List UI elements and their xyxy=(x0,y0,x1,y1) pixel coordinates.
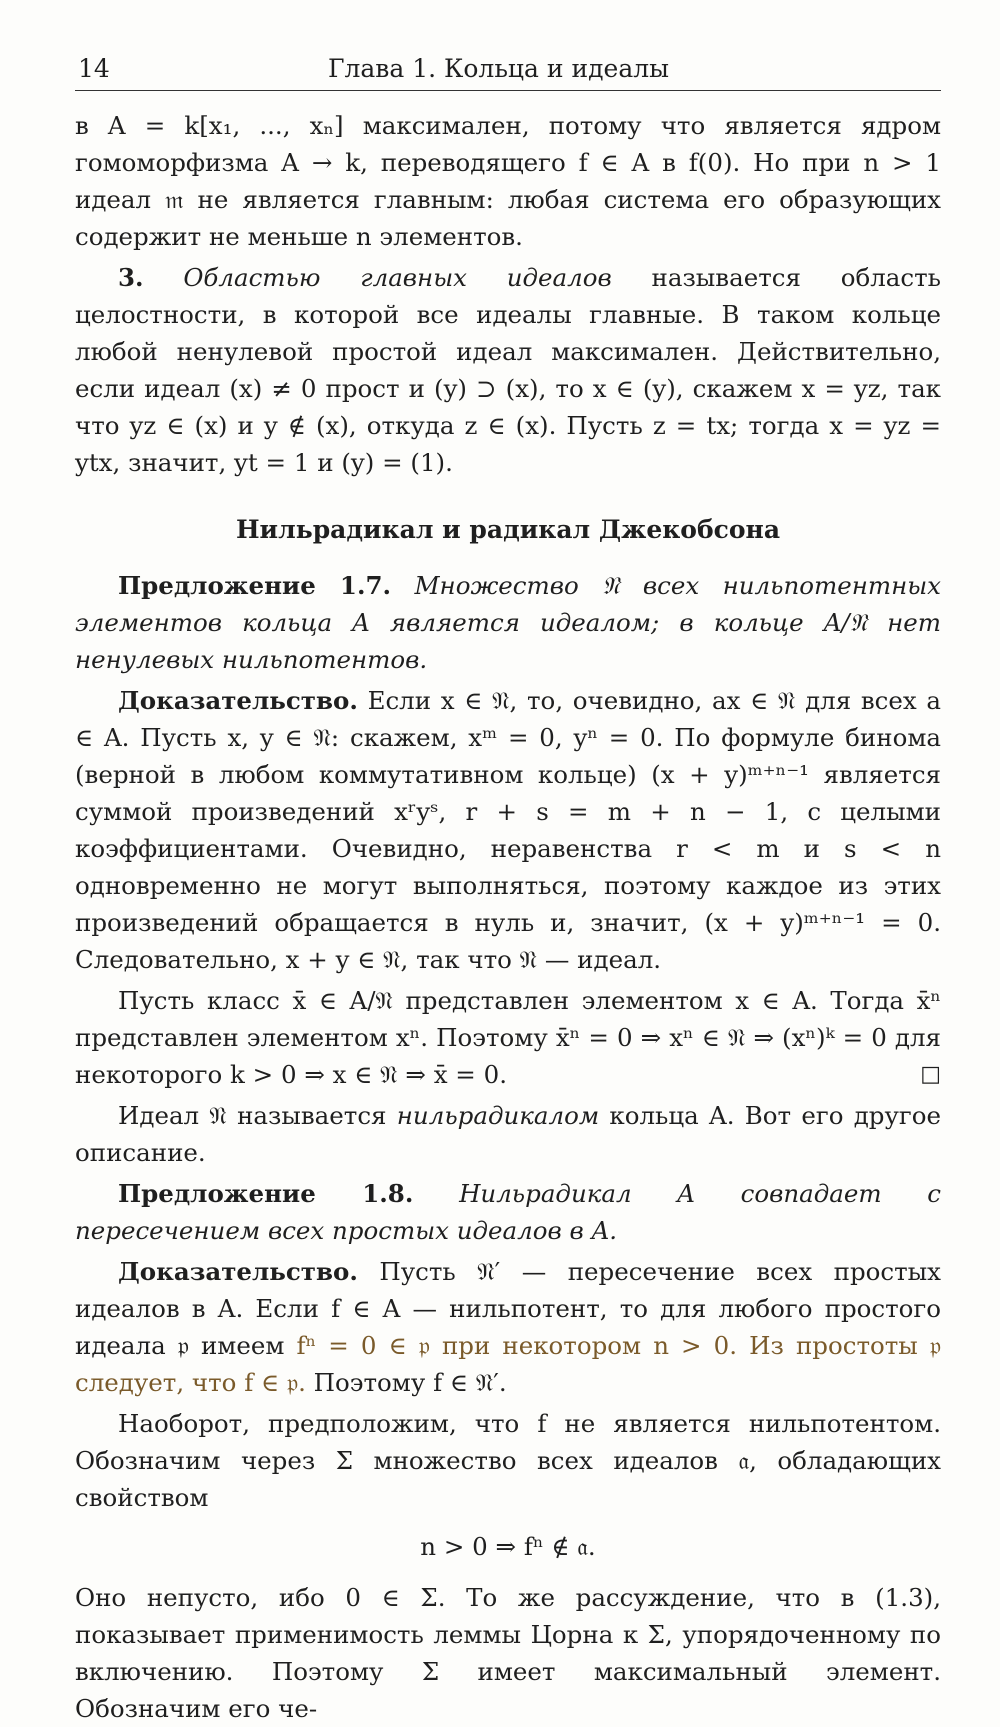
paragraph-zorn: Оно непусто, ибо 0 ∈ Σ. То же рассуждение, что в (1.3), показывает применимость леммы Цорна к Σ, упорядоченному по включению. Поэтому Σ имеет максимальный элемент. Обозначим его че- xyxy=(75,1583,941,1723)
proof-label: Доказательство. xyxy=(118,1257,358,1286)
proposition-statement: Множество 𝔑 всех нильпотентных элементов кольца A является идеалом; в кольце A/𝔑 нет ненулевых нильпотентов. xyxy=(75,571,941,674)
defined-term: нильрадикалом xyxy=(396,1101,600,1130)
display-equation: n > 0 ⇒ fⁿ ∉ 𝔞. xyxy=(420,1532,596,1561)
proof-1 xyxy=(75,682,941,978)
defined-term: Областью главных идеалов xyxy=(183,263,612,292)
paragraph-example-3 xyxy=(75,259,941,481)
proof-text: Поэтому f ∈ 𝔑′. xyxy=(305,1368,507,1397)
paragraph-text: Идеал 𝔑 называется xyxy=(118,1101,397,1130)
proof-2 xyxy=(75,1253,941,1401)
proposition-label: Предложение 1.7. xyxy=(118,571,392,600)
paragraph: в A = k[x₁, ..., xₙ] максимален, потому что является ядром гомоморфизма A → k, переводящего f ∈ A в f(0). Но при n > 1 идеал 𝔪 не является главным: любая система его образующих содержит не меньше n элементов. xyxy=(75,111,941,251)
qed-square-icon: □ xyxy=(920,1062,941,1087)
paragraph-text: называется область целостности, в которой все идеалы главные. В таком кольце любой ненулевой простой идеал максимален. Действительно, если идеал (x) ≠ 0 прост и (y) ⊃ (x), то x ∈ (y), скажем x = yz, так что yz ∈ (x) и y ∉ (x), откуда z ∈ (x). Пусть z = tx; тогда x = yz = ytx, значит, yt = 1 и (y) = (1). xyxy=(75,263,941,477)
proposition-statement: Нильрадикал A совпадает с пересечением всех простых идеалов в A. xyxy=(75,1179,941,1245)
paragraph-text: Пусть класс x̄ ∈ A/𝔑 представлен элементом x ∈ A. Тогда x̄ⁿ представлен элементом xⁿ. Поэтому x̄ⁿ = 0 ⇒ xⁿ ∈ 𝔑 ⇒ (xⁿ)ᵏ = 0 для некоторого k > 0 ⇒ x ∈ 𝔑 ⇒ x̄ = 0. xyxy=(75,986,941,1089)
chapter-title: Глава 1. Кольца и идеалы xyxy=(327,54,669,83)
page-number: 14 xyxy=(78,54,110,83)
running-header xyxy=(75,50,941,91)
proof-text-highlighted: fⁿ = 0 ∈ 𝔭 при некотором n > 0. Из простоты 𝔭 следует, что f ∈ 𝔭. xyxy=(75,1331,941,1397)
proposition-label: Предложение 1.8. xyxy=(118,1179,414,1208)
paragraph-class xyxy=(75,982,941,1093)
proof-text: Если x ∈ 𝔑, то, очевидно, ax ∈ 𝔑 для всех a ∈ A. Пусть x, y ∈ 𝔑: скажем, xᵐ = 0, yⁿ = 0. По формуле бинома (верной в любом коммутативном кольце) (x + y)ᵐ⁺ⁿ⁻¹ является суммой произведений xʳyˢ, r + s = m + n − 1, с целыми коэффициентами. Очевидно, неравенства r < m и s < n одновременно не могут выполняться, поэтому каждое из этих произведений обращается в нуль и, значит, (x + y)ᵐ⁺ⁿ⁻¹ = 0. Следовательно, x + y ∈ 𝔑, так что 𝔑 — идеал. xyxy=(75,686,941,974)
paragraph-converse: Наоборот, предположим, что f не является нильпотентом. Обозначим через Σ множество всех идеалов 𝔞, обладающих свойством xyxy=(75,1409,941,1512)
proposition-1-7 xyxy=(75,567,941,678)
page-body xyxy=(75,107,941,1727)
paragraph-text: кольца A. Вот его другое описание. xyxy=(75,1101,941,1167)
proposition-1-8 xyxy=(75,1175,941,1249)
item-number: 3. xyxy=(118,263,144,292)
proof-label: Доказательство. xyxy=(118,686,358,715)
section-title: Нильрадикал и радикал Джекобсона xyxy=(235,515,781,544)
proof-text: Пусть 𝔑′ — пересечение всех простых идеалов в A. Если f ∈ A — нильпотент, то для любого простого идеала 𝔭 имеем xyxy=(75,1257,941,1360)
paragraph-nilradical xyxy=(75,1097,941,1171)
